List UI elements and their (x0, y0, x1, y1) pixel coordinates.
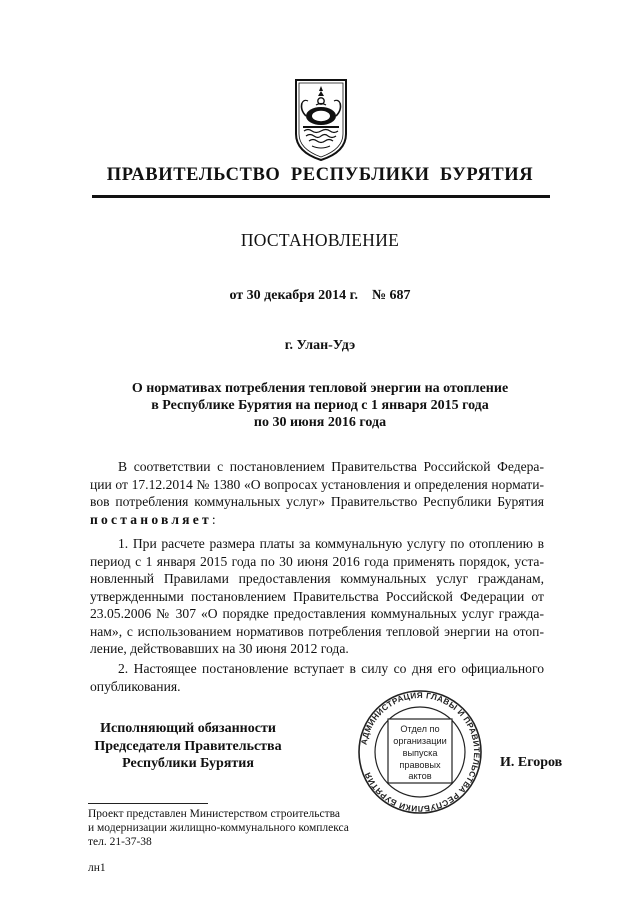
coat-of-arms-emblem (290, 74, 352, 162)
footnote-line: и модернизации жилищно-коммунального комплекса (88, 822, 349, 834)
heading-line: О нормативах потребления тепловой энергии на отопление (131, 381, 509, 396)
document-date: от 30 декабря 2014 г. (229, 288, 358, 303)
paragraph-line: утвержденными постановлением Правительства Российской Федерации от (90, 588, 544, 604)
footnote-line: Проект представлен Министерством строительства (88, 808, 341, 820)
paragraph-line: вов потребления коммунальных услуг» Правительство Республики Бурятия (90, 494, 544, 509)
paragraph-line: 23.05.2006 № 307 «О порядке предоставления коммунальных услуг гражда- (90, 606, 544, 621)
paragraph-line: период с 1 января 2015 года по 30 июня 2016 года применять порядок, уста- (90, 553, 544, 569)
footnote-divider (88, 803, 208, 804)
paragraph-line: опубликования. (90, 678, 181, 694)
footnote-line: тел. 21-37-38 (88, 836, 152, 848)
decree-word: постановляет (90, 511, 212, 527)
stamp-ring-text: АДМИНИСТРАЦИЯ ГЛАВЫ И ПРАВИТЕЛЬСТВА РЕСПУБЛИКИ БУРЯТИЯ (359, 690, 482, 814)
paragraph-line: 2. Настоящее постановление вступает в силу со дня его официального (118, 661, 544, 676)
signatory-position (88, 720, 288, 773)
paragraph-line: В соответствии с постановлением Правительства Российской Федера- (118, 459, 544, 474)
heading-line: в Республике Бурятия на период с 1 января 2015 года (151, 398, 489, 413)
paragraph-line: новленный Правилами предоставления коммунальных услуг гражданам, (90, 571, 544, 586)
document-code: лн1 (88, 862, 106, 874)
document-city: г. Улан-Удэ (284, 338, 356, 353)
document-date-line (0, 288, 640, 304)
header-divider (92, 195, 550, 198)
decree-colon: : (211, 511, 216, 527)
government-title: ПРАВИТЕЛЬСТВО РЕСПУБЛИКИ БУРЯТИЯ (106, 165, 534, 185)
heading-line: по 30 июня 2016 года (253, 415, 387, 430)
signer-name: И. Егоров (500, 755, 563, 770)
preamble-paragraph (90, 458, 544, 528)
stamp-center-line: актов (408, 771, 432, 781)
decree-line (90, 511, 544, 529)
stamp-center-line: Отдел по (400, 724, 440, 734)
paragraph-line: ции от 17.12.2014 № 1380 «О вопросах установления и определения нормати- (90, 476, 544, 492)
official-stamp (349, 689, 491, 815)
signatory-position-line: Исполняющий обязанности (100, 721, 276, 736)
footnote (88, 807, 349, 849)
signatory-position-line: Председателя Правительства (94, 738, 282, 754)
item-1-paragraph (90, 535, 544, 658)
paragraph-line: нам», с использованием нормативов потребления тепловой энергии на отоп- (90, 623, 544, 639)
paragraph-line: ление, действовавших на 30 июня 2012 года. (90, 641, 349, 656)
stamp-center-line: выпуска (402, 748, 438, 758)
document-number: № 687 (371, 288, 411, 303)
stamp-center-line: организации (393, 736, 447, 746)
stamp-center-line: правовых (399, 760, 441, 770)
document-type-title: ПОСТАНОВЛЕНИЕ (240, 230, 400, 250)
paragraph-line: 1. При расчете размера платы за коммунальную услугу по отоплению в (118, 536, 544, 551)
document-heading (100, 380, 540, 431)
signatory-position-line: Республики Бурятия (122, 756, 254, 771)
